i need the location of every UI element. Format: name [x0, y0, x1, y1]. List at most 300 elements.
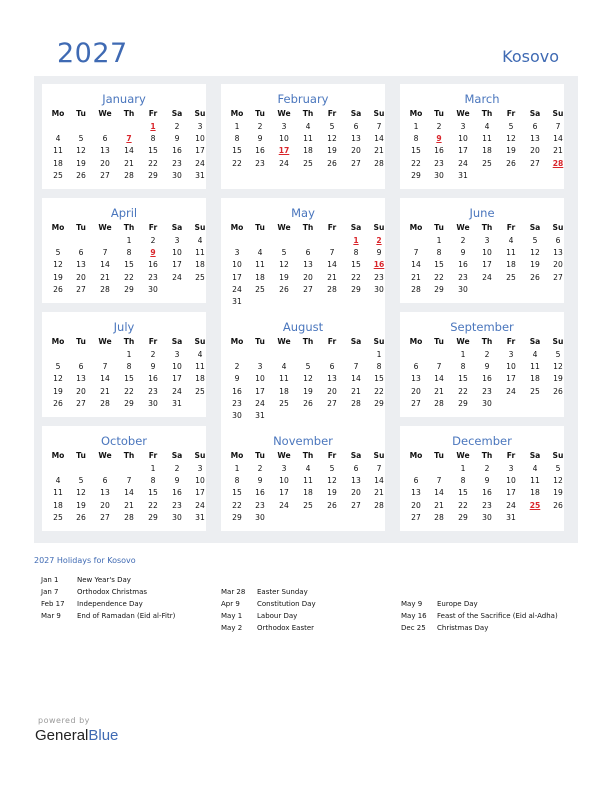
- day-cell: 15: [232, 146, 242, 156]
- day-cell: 24: [506, 500, 516, 510]
- day-cell: 19: [553, 374, 563, 384]
- weekday-label: Sa: [350, 109, 362, 118]
- week-row: [400, 259, 564, 271]
- weekday-label: Tu: [434, 451, 444, 460]
- day-cell: 3: [197, 122, 203, 131]
- weekday-label: Su: [552, 337, 564, 346]
- week-row: [400, 349, 564, 361]
- day-cell: 17: [458, 146, 468, 156]
- day-cell: 24: [255, 398, 265, 408]
- day-cell: 14: [411, 260, 421, 270]
- week-row: [221, 398, 385, 410]
- weekday-label: Su: [373, 337, 385, 346]
- day-cell: 3: [234, 248, 240, 258]
- month-june: [400, 198, 564, 303]
- weekday-label: Mo: [230, 109, 244, 118]
- day-cell: 10: [506, 476, 516, 486]
- day-cell: 8: [150, 134, 156, 144]
- day-cell: 6: [102, 134, 108, 144]
- day-cell: 23: [482, 500, 492, 510]
- week-row: [42, 158, 206, 170]
- day-cell: 24: [458, 158, 468, 168]
- day-cell: 12: [76, 488, 86, 498]
- week-row: [400, 247, 564, 259]
- holiday-date: May 2: [221, 624, 243, 632]
- holiday-day-cell: 28: [552, 158, 564, 168]
- day-cell: 9: [234, 374, 240, 384]
- month-name: July: [113, 320, 135, 334]
- weekday-label: Th: [481, 109, 493, 118]
- weekday-label: Su: [373, 223, 385, 232]
- holiday-day-cell: 1: [353, 236, 359, 245]
- day-cell: 26: [53, 398, 63, 408]
- day-cell: 18: [506, 260, 516, 270]
- month-january: [42, 84, 206, 189]
- day-cell: 26: [327, 500, 337, 510]
- month-name: August: [282, 320, 324, 334]
- weekday-label: Mo: [51, 223, 65, 232]
- week-row: [400, 284, 564, 296]
- month-august: [221, 312, 385, 432]
- day-cell: 11: [530, 362, 540, 372]
- day-cell: 17: [232, 272, 242, 282]
- day-cell: 18: [530, 488, 540, 498]
- day-cell: 23: [255, 500, 265, 510]
- day-cell: 23: [172, 158, 182, 168]
- day-cell: 29: [351, 284, 361, 294]
- week-row: [42, 235, 206, 247]
- day-cell: 4: [305, 122, 311, 131]
- day-cell: 28: [100, 284, 110, 294]
- day-cell: 24: [195, 500, 205, 510]
- day-cell: 25: [195, 272, 205, 282]
- day-cell: 19: [76, 500, 86, 510]
- weekday-label: Tu: [255, 337, 265, 346]
- day-cell: 7: [376, 464, 382, 473]
- weekday-label: Sa: [529, 109, 541, 118]
- weekday-label: Sa: [529, 451, 541, 460]
- weekday-label: Tu: [255, 451, 265, 460]
- day-cell: 8: [413, 134, 419, 144]
- generalblue-logo[interactable]: [35, 727, 118, 744]
- week-row: [221, 284, 385, 296]
- day-cell: 3: [197, 464, 203, 473]
- day-cell: 10: [232, 260, 242, 270]
- day-cell: 19: [279, 272, 289, 282]
- day-cell: 11: [303, 476, 313, 486]
- month-november: [221, 426, 385, 531]
- month-name: November: [273, 434, 333, 448]
- day-cell: 10: [279, 476, 289, 486]
- day-cell: 31: [172, 398, 182, 408]
- day-cell: 7: [436, 362, 442, 372]
- week-row: [400, 133, 564, 145]
- day-cell: 18: [195, 260, 205, 270]
- week-row: [42, 361, 206, 373]
- weekday-label: Su: [194, 109, 206, 118]
- day-cell: 27: [100, 512, 110, 522]
- day-cell: 21: [327, 272, 337, 282]
- weekday-label: Mo: [409, 109, 423, 118]
- day-cell: 10: [279, 134, 289, 144]
- day-cell: 15: [148, 488, 158, 498]
- month-name: December: [452, 434, 512, 448]
- day-cell: 28: [100, 398, 110, 408]
- day-cell: 12: [327, 476, 337, 486]
- day-cell: 12: [553, 476, 563, 486]
- week-row: [221, 296, 385, 308]
- weekday-label: Mo: [409, 451, 423, 460]
- week-row: [400, 398, 564, 410]
- week-row: [221, 500, 385, 512]
- day-cell: 11: [255, 260, 265, 270]
- weekday-label: Th: [302, 337, 314, 346]
- day-cell: 15: [411, 146, 421, 156]
- day-cell: 16: [255, 488, 265, 498]
- week-row: [221, 158, 385, 170]
- day-cell: 29: [458, 398, 468, 408]
- holiday-name: Feast of the Sacrifice (Eid al-Adha): [437, 612, 558, 620]
- weekday-label: Sa: [350, 337, 362, 346]
- week-row: [221, 121, 385, 133]
- day-cell: 13: [351, 476, 361, 486]
- holidays-title: 2027 Holidays for Kosovo: [34, 556, 136, 565]
- day-cell: 20: [351, 488, 361, 498]
- day-cell: 23: [458, 272, 468, 282]
- day-cell: 25: [53, 170, 63, 180]
- week-row: [42, 272, 206, 284]
- day-cell: 20: [303, 272, 313, 282]
- weekday-label: Su: [373, 109, 385, 118]
- day-cell: 17: [172, 260, 182, 270]
- weekday-label: Th: [481, 337, 493, 346]
- week-row: [400, 235, 564, 247]
- weekday-header-row: [42, 108, 206, 120]
- day-cell: 19: [53, 386, 63, 396]
- day-cell: 22: [232, 158, 242, 168]
- day-cell: 1: [234, 122, 240, 131]
- day-cell: 10: [195, 134, 205, 144]
- day-cell: 13: [411, 488, 421, 498]
- day-cell: 17: [195, 146, 205, 156]
- day-cell: 17: [506, 488, 516, 498]
- holiday-name: Europe Day: [437, 600, 478, 608]
- day-cell: 14: [434, 374, 444, 384]
- day-cell: 8: [436, 248, 442, 258]
- day-cell: 6: [353, 122, 359, 131]
- day-cell: 10: [482, 248, 492, 258]
- weekday-label: Fr: [327, 109, 337, 118]
- day-cell: 17: [195, 488, 205, 498]
- day-cell: 2: [484, 350, 490, 359]
- holiday-name: Easter Sunday: [257, 588, 308, 596]
- day-cell: 28: [434, 512, 444, 522]
- weekday-label: Fr: [148, 223, 158, 232]
- week-row: [42, 284, 206, 296]
- day-cell: 26: [327, 158, 337, 168]
- day-cell: 24: [482, 272, 492, 282]
- day-cell: 10: [458, 134, 468, 144]
- holiday-date: Jan 7: [41, 588, 59, 596]
- day-cell: 5: [329, 464, 335, 473]
- day-cell: 14: [124, 488, 134, 498]
- day-cell: 3: [508, 350, 514, 359]
- day-cell: 29: [148, 170, 158, 180]
- day-cell: 22: [148, 500, 158, 510]
- day-cell: 23: [482, 386, 492, 396]
- day-cell: 16: [232, 386, 242, 396]
- day-cell: 3: [281, 464, 287, 473]
- holiday-day-cell: 1: [150, 122, 156, 131]
- day-cell: 15: [351, 260, 361, 270]
- holiday-day-cell: 25: [529, 500, 541, 510]
- month-september: [400, 312, 564, 417]
- weekday-label: Sa: [529, 337, 541, 346]
- day-cell: 23: [434, 158, 444, 168]
- holiday-day-cell: 9: [150, 248, 156, 258]
- day-cell: 12: [327, 134, 337, 144]
- day-cell: 15: [124, 374, 134, 384]
- day-cell: 9: [460, 248, 466, 258]
- day-cell: 27: [530, 158, 540, 168]
- day-cell: 20: [327, 386, 337, 396]
- day-cell: 22: [351, 272, 361, 282]
- week-row: [42, 500, 206, 512]
- day-cell: 30: [374, 284, 384, 294]
- weekday-label: Fr: [148, 451, 158, 460]
- holiday-day-cell: 16: [373, 260, 385, 270]
- weekday-label: Th: [302, 451, 314, 460]
- weekday-label: Mo: [230, 451, 244, 460]
- day-cell: 30: [172, 512, 182, 522]
- week-row: [221, 133, 385, 145]
- month-july: [42, 312, 206, 417]
- day-cell: 18: [255, 272, 265, 282]
- week-row: [221, 272, 385, 284]
- weekday-label: Fr: [327, 337, 337, 346]
- day-cell: 26: [506, 158, 516, 168]
- day-cell: 8: [460, 362, 466, 372]
- day-cell: 23: [172, 500, 182, 510]
- day-cell: 2: [460, 236, 466, 245]
- day-cell: 25: [530, 386, 540, 396]
- week-row: [42, 121, 206, 133]
- day-cell: 17: [279, 488, 289, 498]
- day-cell: 18: [530, 374, 540, 384]
- day-cell: 4: [532, 350, 538, 359]
- year-title: 2027: [57, 38, 128, 69]
- weekday-label: We: [277, 337, 291, 346]
- day-cell: 6: [555, 236, 561, 245]
- month-name: June: [469, 206, 495, 220]
- day-cell: 31: [195, 170, 205, 180]
- day-cell: 26: [53, 284, 63, 294]
- day-cell: 10: [506, 362, 516, 372]
- day-cell: 10: [172, 362, 182, 372]
- day-cell: 16: [172, 488, 182, 498]
- brand-general: General: [35, 727, 89, 744]
- week-row: [221, 487, 385, 499]
- month-march: [400, 84, 564, 189]
- day-cell: 27: [303, 284, 313, 294]
- weekday-label: Mo: [230, 337, 244, 346]
- day-cell: 17: [255, 386, 265, 396]
- month-name: September: [450, 320, 514, 334]
- day-cell: 5: [78, 476, 84, 486]
- holiday-name: Orthodox Easter: [257, 624, 315, 632]
- day-cell: 7: [555, 122, 561, 131]
- week-row: [400, 386, 564, 398]
- month-name: April: [110, 206, 138, 220]
- day-cell: 22: [458, 500, 468, 510]
- day-cell: 19: [553, 488, 563, 498]
- day-cell: 1: [126, 236, 132, 245]
- day-cell: 5: [281, 248, 287, 258]
- week-row: [400, 121, 564, 133]
- weekday-label: Mo: [51, 451, 65, 460]
- day-cell: 7: [353, 362, 359, 372]
- weekday-header-row: [400, 336, 564, 348]
- day-cell: 8: [126, 248, 132, 258]
- holiday-date: Apr 9: [221, 600, 240, 608]
- week-row: [42, 512, 206, 524]
- day-cell: 24: [279, 500, 289, 510]
- day-cell: 21: [351, 386, 361, 396]
- day-cell: 3: [484, 236, 490, 245]
- day-cell: 24: [172, 272, 182, 282]
- holiday-name: Christmas Day: [437, 624, 489, 632]
- day-cell: 25: [482, 158, 492, 168]
- day-cell: 8: [353, 248, 359, 258]
- weekday-label: We: [456, 337, 470, 346]
- weekday-label: We: [98, 223, 112, 232]
- day-cell: 11: [279, 374, 289, 384]
- weekday-label: Su: [552, 109, 564, 118]
- day-cell: 28: [124, 512, 134, 522]
- day-cell: 26: [76, 170, 86, 180]
- day-cell: 17: [482, 260, 492, 270]
- day-cell: 20: [351, 146, 361, 156]
- weekday-label: Tu: [255, 223, 265, 232]
- day-cell: 8: [150, 476, 156, 486]
- day-cell: 27: [100, 170, 110, 180]
- day-cell: 19: [327, 488, 337, 498]
- weekday-header-row: [400, 450, 564, 462]
- weekday-label: Th: [123, 109, 135, 118]
- day-cell: 26: [279, 284, 289, 294]
- day-cell: 20: [100, 500, 110, 510]
- day-cell: 29: [434, 284, 444, 294]
- day-cell: 7: [102, 362, 108, 372]
- day-cell: 21: [374, 146, 384, 156]
- weekday-label: Mo: [230, 223, 244, 232]
- weekday-label: Tu: [434, 223, 444, 232]
- day-cell: 18: [303, 146, 313, 156]
- day-cell: 27: [327, 398, 337, 408]
- day-cell: 23: [148, 386, 158, 396]
- day-cell: 6: [353, 464, 359, 473]
- day-cell: 25: [279, 398, 289, 408]
- day-cell: 31: [195, 512, 205, 522]
- weekday-label: Su: [194, 223, 206, 232]
- weekday-label: Th: [481, 223, 493, 232]
- day-cell: 22: [148, 158, 158, 168]
- month-december: [400, 426, 564, 531]
- day-cell: 11: [53, 146, 63, 156]
- day-cell: 16: [148, 260, 158, 270]
- day-cell: 14: [351, 374, 361, 384]
- day-cell: 29: [148, 512, 158, 522]
- day-cell: 13: [100, 488, 110, 498]
- day-cell: 20: [530, 146, 540, 156]
- day-cell: 15: [434, 260, 444, 270]
- week-row: [42, 398, 206, 410]
- day-cell: 8: [234, 476, 240, 486]
- day-cell: 27: [351, 500, 361, 510]
- day-cell: 13: [530, 134, 540, 144]
- day-cell: 3: [174, 236, 180, 245]
- week-row: [221, 235, 385, 247]
- day-cell: 31: [232, 297, 242, 306]
- day-cell: 7: [376, 122, 382, 131]
- week-row: [42, 170, 206, 182]
- day-cell: 13: [303, 260, 313, 270]
- day-cell: 28: [374, 500, 384, 510]
- day-cell: 30: [458, 284, 468, 294]
- day-cell: 6: [329, 362, 335, 372]
- day-cell: 3: [281, 122, 287, 131]
- day-cell: 1: [150, 464, 156, 473]
- day-cell: 11: [530, 476, 540, 486]
- weekday-label: Fr: [148, 337, 158, 346]
- weekday-header-row: [42, 336, 206, 348]
- day-cell: 12: [279, 260, 289, 270]
- day-cell: 9: [174, 476, 180, 486]
- weekday-label: We: [98, 451, 112, 460]
- day-cell: 23: [374, 272, 384, 282]
- day-cell: 9: [484, 362, 490, 372]
- weekday-label: We: [277, 109, 291, 118]
- day-cell: 30: [148, 284, 158, 294]
- day-cell: 11: [506, 248, 516, 258]
- day-cell: 16: [255, 146, 265, 156]
- day-cell: 24: [279, 158, 289, 168]
- holiday-day-cell: 17: [278, 146, 290, 156]
- day-cell: 2: [174, 122, 180, 131]
- week-row: [42, 349, 206, 361]
- day-cell: 16: [458, 260, 468, 270]
- weekday-label: Fr: [506, 337, 516, 346]
- weekday-label: Th: [123, 223, 135, 232]
- day-cell: 28: [434, 398, 444, 408]
- day-cell: 14: [100, 260, 110, 270]
- day-cell: 5: [532, 236, 538, 245]
- country-title: Kosovo: [502, 47, 559, 66]
- day-cell: 6: [532, 122, 538, 131]
- day-cell: 5: [555, 464, 561, 473]
- day-cell: 19: [327, 146, 337, 156]
- day-cell: 1: [460, 464, 466, 473]
- day-cell: 9: [484, 476, 490, 486]
- weekday-label: Fr: [506, 451, 516, 460]
- day-cell: 26: [303, 398, 313, 408]
- day-cell: 1: [234, 464, 240, 473]
- weekday-label: Tu: [76, 109, 86, 118]
- day-cell: 7: [413, 248, 419, 258]
- day-cell: 8: [126, 362, 132, 372]
- weekday-label: Mo: [409, 337, 423, 346]
- day-cell: 21: [411, 272, 421, 282]
